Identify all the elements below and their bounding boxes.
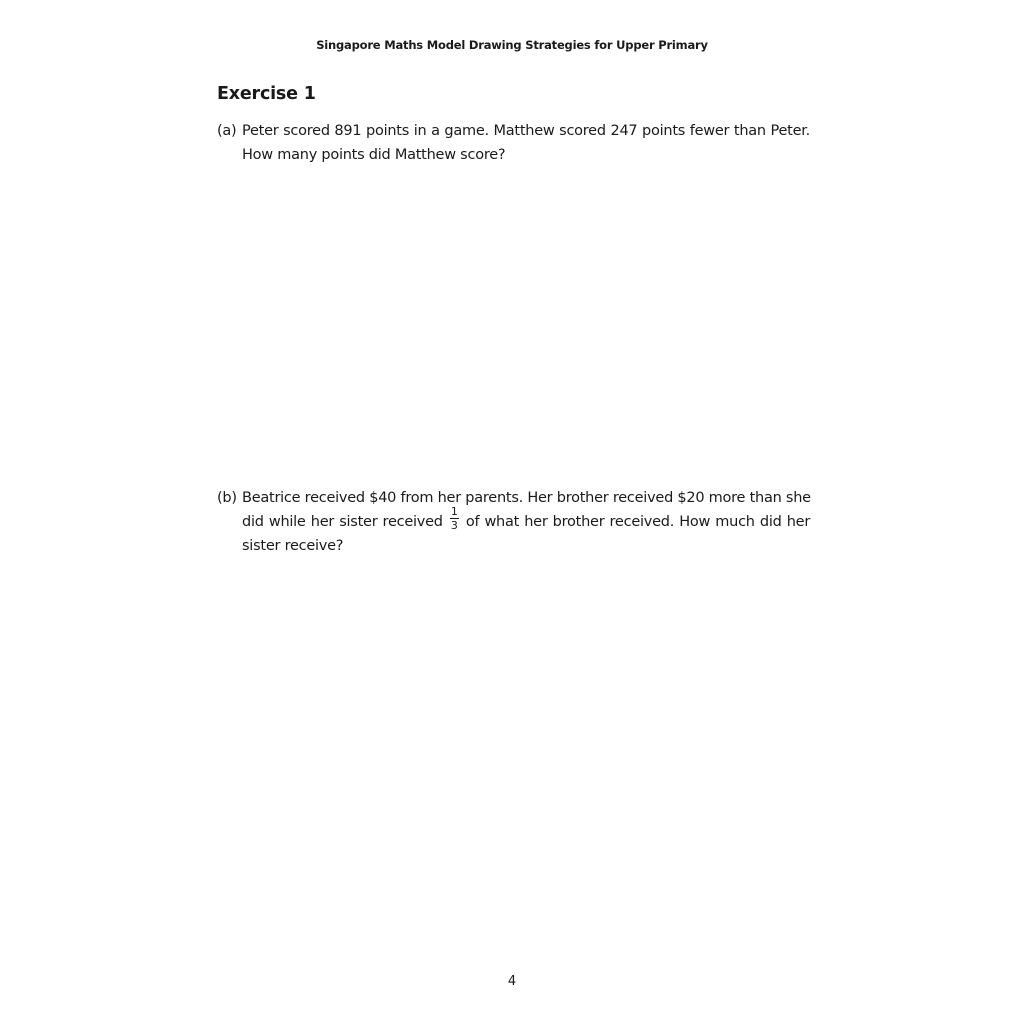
question-b-line-2 <box>242 504 811 534</box>
question-b-label: (b) <box>217 490 237 506</box>
running-header: Singapore Maths Model Drawing Strategies for Upper Primary <box>316 38 708 52</box>
question-b-line-3: sister receive? <box>242 538 344 554</box>
question-a-label: (a) <box>217 123 237 139</box>
question-b-line-2-end: of what her brother received. How much did her <box>465 514 811 530</box>
exercise-title: Exercise 1 <box>217 84 316 104</box>
question-a <box>217 119 817 167</box>
question-a-text <box>242 119 810 167</box>
question-a-line-2: How many points did Matthew score? <box>242 147 506 163</box>
fraction-denominator: 3 <box>450 518 458 532</box>
page-number: 4 <box>507 974 517 989</box>
fraction-numerator: 1 <box>450 504 458 518</box>
question-b-line-2-start: did while her sister received <box>242 514 443 530</box>
one-third-fraction <box>450 506 459 531</box>
question-a-line-1: Peter scored 891 points in a game. Matthew scored 247 points fewer than Peter. <box>242 123 810 139</box>
question-b-text <box>242 486 810 558</box>
question-b-line-1: Beatrice received $40 from her parents. Her brother received $20 more than she <box>242 490 811 506</box>
question-b <box>217 486 817 558</box>
